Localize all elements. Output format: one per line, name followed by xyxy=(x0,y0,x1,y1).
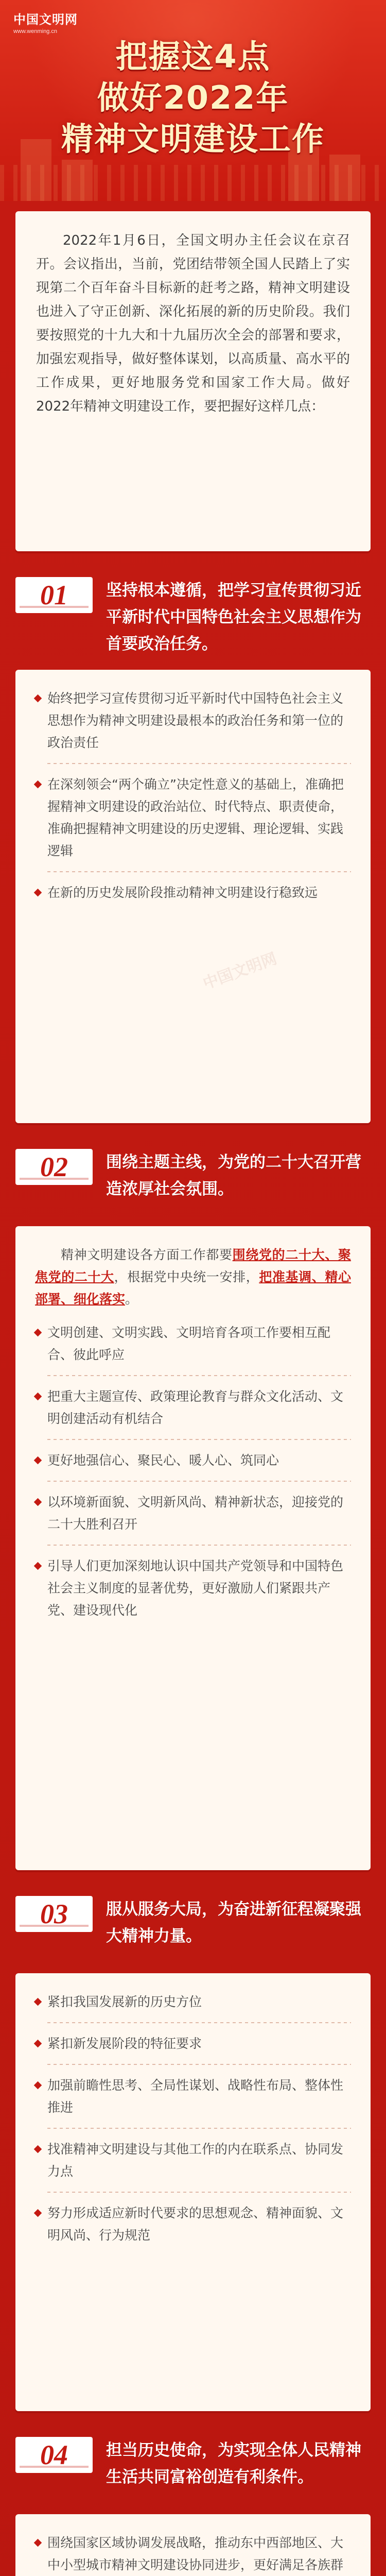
section-number: 04 xyxy=(15,2437,93,2473)
section-04-card xyxy=(15,2514,371,2576)
section-01-heading xyxy=(15,577,371,657)
title-line-2: 做好2022年 xyxy=(97,79,289,116)
brand-url: www.wenming.cn xyxy=(13,28,57,35)
intro-card xyxy=(15,211,371,551)
section-04-heading xyxy=(15,2437,371,2490)
section-number: 02 xyxy=(15,1149,93,1185)
divider xyxy=(47,2022,351,2023)
paragraph-text: ，根据党中央统一安排， xyxy=(114,1269,259,1284)
list-item: 紧扣我国发展新的历史方位 xyxy=(35,1991,351,2013)
list-item: 引导人们更加深刻地认识中国共产党领导和中国特色社会主义制度的显著优势，更好激励人们紧跟共产党、建设现代化 xyxy=(35,1555,351,1621)
section-title: 担当历史使命，为实现全体人民精神生活共同富裕创造有利条件。 xyxy=(106,2441,361,2486)
divider xyxy=(47,2064,351,2065)
list-item: 在新的历史发展阶段推动精神文明建设行稳致远 xyxy=(35,882,351,904)
section-title: 坚持根本遵循，把学习宣传贯彻习近平新时代中国特色社会主义思想作为首要政治任务。 xyxy=(106,581,361,653)
divider xyxy=(47,1545,351,1546)
section-02-heading xyxy=(15,1149,371,1202)
paragraph-text: 精神文明建设各方面工作都要 xyxy=(61,1247,233,1262)
list-item: 文明创建、文明实践、文明培育各项工作要相互配合、彼此呼应 xyxy=(35,1321,351,1366)
header-banner xyxy=(0,0,386,201)
page-title xyxy=(0,36,386,160)
divider xyxy=(47,763,351,764)
intro-text: 2022年1月6日，全国文明办主任会议在京召开。会议指出，当前，党团结带领全国人民踏上了实现第二个百年奋斗目标新的赶考之路，精神文明建设也进入了守正创新、深化拓展的新的历史阶段。我们要按照党的十九大和十九届历次全会的部署和要求，加强宏观指导，做好整体谋划，以高质量、高水平的工作成果，更好地服务党和国家工作大局。做好2022年精神文明建设工作，要把握好这样几点： xyxy=(36,233,350,414)
list-item: 围绕国家区域协调发展战略，推动东中西部地区、大中小型城市精神文明建设协同进步，更好满足各族群 xyxy=(35,2532,351,2576)
header-stripes xyxy=(0,165,386,201)
list-item: 努力形成适应新时代要求的思想观念、精神面貌、文明风尚、行为规范 xyxy=(35,2202,351,2246)
section-03-card xyxy=(15,1973,371,2411)
highlight-text: 把准基调、精心部署、细化落实 xyxy=(35,1269,351,1307)
brand-name: 中国文明网 xyxy=(13,13,78,27)
divider xyxy=(47,2128,351,2129)
title-line-1: 把握这4点 xyxy=(115,38,271,75)
section-number: 01 xyxy=(15,577,93,613)
paragraph-text: 。 xyxy=(125,1292,138,1307)
divider xyxy=(47,2192,351,2193)
title-line-3: 精神文明建设工作 xyxy=(61,120,325,158)
divider xyxy=(47,1375,351,1376)
list-item: 更好地强信心、聚民心、暖人心、筑同心 xyxy=(35,1449,351,1471)
section-title: 围绕主题主线，为党的二十大召开营造浓厚社会氛围。 xyxy=(106,1153,361,1198)
section-paragraph xyxy=(35,1244,351,1310)
section-02-card xyxy=(15,1226,371,1870)
list-item: 在深刻领会“两个确立”决定性意义的基础上，准确把握精神文明建设的政治站位、时代特点、职责使命，准确把握精神文明建设的历史逻辑、理论逻辑、实践逻辑 xyxy=(35,773,351,862)
section-number: 03 xyxy=(15,1896,93,1932)
section-01-card xyxy=(15,670,371,1123)
divider xyxy=(47,1481,351,1482)
watermark: 中国文明网 xyxy=(200,950,279,993)
section-03-heading xyxy=(15,1896,371,1950)
list-item: 把重大主题宣传、政策理论教育与群众文化活动、文明创建活动有机结合 xyxy=(35,1385,351,1430)
divider xyxy=(47,871,351,872)
list-item: 始终把学习宣传贯彻习近平新时代中国特色社会主义思想作为精神文明建设最根本的政治任务和第一位的政治责任 xyxy=(35,687,351,754)
section-title: 服从服务大局，为奋进新征程凝聚强大精神力量。 xyxy=(106,1900,361,1945)
highlight-text: 围绕党的二十大、聚焦党的二十大 xyxy=(35,1247,351,1284)
divider xyxy=(47,1439,351,1440)
list-item: 紧扣新发展阶段的特征要求 xyxy=(35,2032,351,2055)
list-item: 加强前瞻性思考、全局性谋划、战略性布局、整体性推进 xyxy=(35,2074,351,2119)
brand-logo xyxy=(13,9,78,35)
list-item: 以环境新面貌、文明新风尚、精神新状态，迎接党的二十大胜利召开 xyxy=(35,1491,351,1535)
list-item: 找准精神文明建设与其他工作的内在联系点、协同发力点 xyxy=(35,2138,351,2182)
